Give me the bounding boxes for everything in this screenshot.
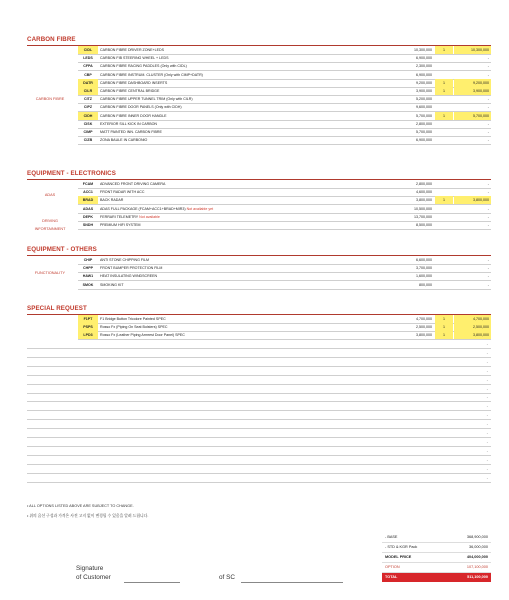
blank-row bbox=[27, 429, 491, 438]
option-total: - bbox=[487, 64, 489, 69]
blank-row bbox=[27, 358, 491, 367]
option-quantity[interactable]: 1 bbox=[435, 87, 453, 95]
summary-label: OPTION bbox=[385, 565, 400, 569]
option-description-text: ZONA BAULE IN CARBONIO bbox=[100, 138, 148, 143]
option-description bbox=[100, 221, 390, 229]
summary-value: 511,100,000 bbox=[467, 575, 488, 579]
option-description bbox=[100, 205, 390, 213]
option-description bbox=[100, 46, 390, 54]
option-quantity[interactable] bbox=[435, 256, 453, 264]
option-description-text: CARBON FIBRE DOOR PANELS (Only with CIDH) bbox=[100, 105, 182, 110]
option-price: 4,700,000 bbox=[416, 317, 432, 321]
availability-note: Not available bbox=[139, 214, 160, 219]
blank-row-dash: - bbox=[486, 431, 488, 435]
option-quantity[interactable]: 1 bbox=[435, 46, 453, 54]
option-description-text: CARBON FIBRE DRIVER ZONE+LEDS bbox=[100, 48, 165, 52]
option-total: - bbox=[487, 190, 489, 195]
blank-row-dash: - bbox=[486, 422, 488, 427]
availability-note: Not available yet bbox=[186, 206, 214, 211]
option-total: - bbox=[487, 206, 489, 211]
option-quantity[interactable] bbox=[435, 264, 453, 272]
section-title-special: SPECIAL REQUEST bbox=[27, 305, 87, 312]
summary-row bbox=[382, 563, 491, 573]
blank-row-dash: - bbox=[486, 386, 488, 391]
option-price: 8,500,000 bbox=[416, 223, 432, 227]
option-price: 3,900,000 bbox=[416, 89, 432, 93]
blank-row bbox=[27, 402, 491, 411]
option-quantity[interactable] bbox=[435, 213, 453, 221]
option-description-text: SMOKING KIT bbox=[100, 282, 124, 287]
blank-row-dash: - bbox=[486, 377, 488, 382]
group-label-carbon: CARBON FIBRE bbox=[35, 97, 65, 101]
blank-row-dash: - bbox=[486, 466, 488, 471]
option-row-sndh bbox=[78, 221, 491, 230]
option-quantity[interactable] bbox=[435, 71, 453, 79]
option-price: 2,500,000 bbox=[416, 325, 432, 330]
sc-signature-line[interactable] bbox=[241, 582, 343, 583]
option-code: CIMP bbox=[83, 130, 93, 134]
summary-value: 107,100,000 bbox=[466, 565, 488, 569]
option-price: 6,900,000 bbox=[416, 72, 432, 77]
option-total: - bbox=[487, 182, 489, 186]
option-total: - bbox=[487, 258, 489, 262]
option-description bbox=[100, 213, 390, 221]
option-code: DATR bbox=[78, 79, 98, 87]
option-price: 13,700,000 bbox=[414, 214, 432, 219]
option-code: CISK bbox=[83, 121, 93, 126]
group-label-infotainment: INFORTAINMENT bbox=[34, 227, 66, 231]
option-description-text: CARBON FIBRE RACING PADDLES (Only with CIDL) bbox=[100, 64, 187, 69]
blank-row bbox=[27, 438, 491, 447]
option-quantity[interactable]: 1 bbox=[435, 79, 453, 87]
blank-row bbox=[27, 465, 491, 474]
option-description bbox=[100, 87, 390, 95]
option-total: - bbox=[487, 97, 489, 102]
option-price: 3,700,000 bbox=[416, 266, 432, 271]
option-description-text: BACK RADAR bbox=[100, 198, 124, 203]
option-price: 2,800,000 bbox=[416, 182, 432, 186]
option-description bbox=[100, 112, 390, 120]
option-description-text: PREMIUM HIFI SYSTEM bbox=[100, 223, 141, 227]
option-description-text: Rosso Fx (Leather Piping Armrest Door Panel) SPEC bbox=[100, 333, 185, 338]
option-quantity[interactable] bbox=[435, 54, 453, 62]
signature-customer-label: of Customer bbox=[76, 574, 111, 581]
option-description-text: FERRARI TELEMETRY bbox=[100, 214, 139, 219]
option-description bbox=[100, 180, 390, 188]
option-code: CIZB bbox=[83, 138, 93, 143]
option-total: 9,200,000 bbox=[454, 79, 491, 87]
section-title-others: EQUIPMENT - OTHERS bbox=[27, 246, 97, 253]
option-code: CBP bbox=[84, 72, 92, 77]
option-price: 10,300,000 bbox=[414, 48, 432, 52]
option-code: F1PT bbox=[78, 315, 98, 323]
option-description-text: ADAS FULL PACKAGE (FCAM+ACC1+BRAD+MIR3) bbox=[100, 206, 186, 211]
blank-row bbox=[27, 367, 491, 376]
option-price: 6,900,000 bbox=[416, 138, 432, 143]
option-code: CITZ bbox=[84, 97, 92, 102]
option-total: - bbox=[487, 138, 489, 143]
option-price: 2,300,000 bbox=[416, 64, 432, 69]
option-description bbox=[100, 196, 390, 204]
option-price: 9,200,000 bbox=[416, 80, 432, 85]
option-description-text: ADVANCED FRONT DRIVING CAMERA bbox=[100, 182, 166, 186]
blank-row bbox=[27, 420, 491, 429]
blank-row-dash: - bbox=[486, 368, 488, 373]
option-total: - bbox=[487, 223, 489, 227]
summary-row bbox=[382, 573, 491, 582]
option-description bbox=[100, 95, 390, 103]
option-description-text: MATT PAINTED INN. CARBON FIBRE bbox=[100, 130, 162, 134]
summary-row bbox=[382, 543, 491, 553]
option-total: 5,700,000 bbox=[454, 112, 491, 120]
option-description-text: EXTERIOR SILL KICK IN CARBON bbox=[100, 121, 157, 126]
blank-row bbox=[27, 474, 491, 483]
option-code: SNDH bbox=[82, 223, 94, 227]
option-quantity[interactable] bbox=[435, 221, 453, 229]
summary-row bbox=[382, 553, 491, 563]
option-quantity[interactable]: 1 bbox=[435, 331, 453, 339]
option-description bbox=[100, 120, 390, 128]
option-quantity[interactable] bbox=[435, 272, 453, 280]
option-description bbox=[100, 281, 390, 289]
option-price: 6,900,000 bbox=[416, 56, 432, 61]
blank-row bbox=[27, 349, 491, 358]
option-code: LPD3 bbox=[78, 331, 98, 339]
option-description bbox=[100, 71, 390, 79]
option-quantity[interactable] bbox=[435, 95, 453, 103]
option-description-text: F1 Bridge Button Tricolore Painted SPEC bbox=[100, 317, 166, 321]
option-code: ACC1 bbox=[83, 190, 93, 195]
blank-row bbox=[27, 376, 491, 385]
summary-label: TOTAL bbox=[385, 575, 398, 579]
option-total: - bbox=[487, 274, 489, 279]
option-price: 6,600,000 bbox=[416, 258, 432, 262]
summary-label: - STD & KGR Pack bbox=[385, 545, 418, 549]
option-quantity[interactable] bbox=[435, 136, 453, 144]
option-description bbox=[100, 272, 390, 280]
option-quantity[interactable]: 1 bbox=[435, 315, 453, 323]
option-description-text: Rosso Fx (Piping On Seat Bolsters) SPEC bbox=[100, 325, 168, 330]
note-korean: • 위의 옵션 구성과 가격은 사전 고지 없이 변경될 수 있음을 알려 드립니다. bbox=[27, 514, 149, 518]
option-code: PSPS bbox=[78, 323, 98, 331]
option-price: 9,600,000 bbox=[416, 105, 432, 110]
summary-value: 404,000,000 bbox=[466, 555, 488, 559]
option-total: 10,300,000 bbox=[454, 46, 491, 54]
option-quantity[interactable]: 1 bbox=[435, 323, 453, 331]
option-price: 3,800,000 bbox=[416, 333, 432, 338]
option-code: FCAM bbox=[82, 182, 94, 186]
option-code: DEPK bbox=[83, 214, 93, 219]
option-quantity[interactable] bbox=[435, 62, 453, 70]
option-price: 3,800,000 bbox=[416, 198, 432, 203]
blank-row-dash: - bbox=[486, 359, 488, 364]
blank-row bbox=[27, 456, 491, 465]
section-title-carbon: CARBON FIBRE bbox=[27, 36, 76, 43]
option-description-text: CARBON FIBRE INSTRUM. CLUSTER (Only with CIMP+DATR) bbox=[100, 72, 203, 77]
option-quantity[interactable] bbox=[435, 103, 453, 111]
blank-row bbox=[27, 393, 491, 402]
option-description bbox=[100, 323, 390, 331]
option-quantity[interactable] bbox=[435, 188, 453, 196]
option-code: CIPZ bbox=[83, 105, 93, 110]
option-total: - bbox=[487, 214, 489, 219]
option-code: BRAD bbox=[78, 196, 98, 204]
option-quantity[interactable] bbox=[435, 180, 453, 188]
option-description bbox=[100, 136, 390, 144]
option-row-cizb bbox=[78, 136, 491, 145]
option-total: - bbox=[487, 121, 489, 126]
option-total: - bbox=[487, 130, 489, 134]
option-quantity[interactable]: 1 bbox=[435, 196, 453, 204]
option-total: 3,900,000 bbox=[454, 87, 491, 95]
option-price: 2,800,000 bbox=[416, 121, 432, 126]
option-quantity[interactable] bbox=[435, 128, 453, 136]
option-description bbox=[100, 103, 390, 111]
summary-value: 36,000,000 bbox=[468, 545, 488, 549]
option-total: 3,800,000 bbox=[454, 331, 491, 339]
blank-row-dash: - bbox=[486, 395, 488, 400]
group-label-driving: DRIVING bbox=[42, 219, 58, 223]
option-price: 5,200,000 bbox=[416, 97, 432, 102]
blank-row bbox=[27, 340, 491, 349]
option-code: CHPP bbox=[83, 266, 93, 271]
option-quantity[interactable] bbox=[435, 205, 453, 213]
blank-row bbox=[27, 385, 491, 394]
option-code: ADAS bbox=[82, 206, 94, 211]
option-description-text: CARBON FIBRE DASHBOARD INSERTS bbox=[100, 80, 168, 85]
option-description-text: FRONT BUMPER PROTECTION FILM bbox=[100, 266, 163, 271]
summary-row bbox=[382, 533, 491, 543]
blank-row-dash: - bbox=[486, 404, 488, 409]
summary-label: - BASE bbox=[385, 535, 398, 539]
blank-row-dash: - bbox=[486, 439, 488, 444]
option-total: 3,800,000 bbox=[454, 196, 491, 204]
option-description-text: ANTI STONE CHIPPING FILM bbox=[100, 258, 150, 262]
option-description bbox=[100, 54, 390, 62]
option-price: 800,000 bbox=[419, 282, 432, 287]
option-description bbox=[100, 128, 390, 136]
option-description-text: CARBON FIB STEERING WHEEL + LEDS bbox=[100, 56, 169, 61]
option-total: - bbox=[487, 282, 489, 287]
blank-row-dash: - bbox=[486, 448, 488, 453]
option-code: CFPA bbox=[83, 64, 93, 69]
option-total: 4,700,000 bbox=[454, 315, 491, 323]
option-description-text: FRONT RADAR WITH ACC bbox=[100, 190, 145, 195]
option-code: CHIP bbox=[83, 258, 93, 262]
option-total: - bbox=[487, 266, 489, 271]
group-label-adas: ADAS bbox=[44, 193, 56, 197]
option-description bbox=[100, 315, 390, 323]
section-title-electronics: EQUIPMENT - ELECTRONICS bbox=[27, 170, 116, 177]
option-description bbox=[100, 331, 390, 339]
option-description bbox=[100, 264, 390, 272]
option-total: - bbox=[487, 105, 489, 110]
option-total: - bbox=[487, 72, 489, 77]
option-description bbox=[100, 79, 390, 87]
option-code: CIDL bbox=[78, 46, 98, 54]
option-price: 10,500,000 bbox=[414, 206, 432, 211]
option-code: CILR bbox=[78, 87, 98, 95]
option-price: 1,600,000 bbox=[416, 274, 432, 279]
option-description-text: HEAT INSULATING WINDSCREEN bbox=[100, 274, 158, 279]
option-code: CIDH bbox=[78, 112, 98, 120]
blank-row bbox=[27, 447, 491, 456]
option-quantity[interactable] bbox=[435, 120, 453, 128]
option-total: 2,500,000 bbox=[454, 323, 491, 331]
option-code: HAW1 bbox=[82, 274, 94, 279]
option-description-text: CARBON FIBRE UPPER TUNNEL TRIM (Only with CILR) bbox=[100, 97, 193, 102]
option-quantity[interactable] bbox=[435, 281, 453, 289]
summary-value: 368,900,000 bbox=[466, 535, 488, 539]
blank-row-dash: - bbox=[486, 475, 488, 480]
option-description-text: CARBON FIBRE CENTRAL BRIDGE bbox=[100, 89, 160, 93]
option-row-smok bbox=[78, 281, 491, 290]
note-english: • ALL OPTIONS LISTED ABOVE ARE SUBJECT TO CHANGE. bbox=[27, 504, 134, 508]
blank-row-dash: - bbox=[486, 413, 488, 418]
option-code: LEDS bbox=[83, 56, 93, 61]
option-price: 5,700,000 bbox=[416, 130, 432, 134]
option-description-text: CARBON FIBRE INNER DOOR HANDLE bbox=[100, 113, 167, 118]
option-quantity[interactable]: 1 bbox=[435, 112, 453, 120]
blank-row-dash: - bbox=[486, 457, 488, 462]
group-label-functionality: FUNCTIONALITY bbox=[34, 271, 66, 275]
option-price: 5,700,000 bbox=[416, 113, 432, 118]
customer-signature-line[interactable] bbox=[124, 582, 180, 583]
option-code: SMOK bbox=[82, 282, 94, 287]
option-total: - bbox=[487, 56, 489, 61]
blank-row-dash: - bbox=[486, 342, 488, 346]
option-description bbox=[100, 62, 390, 70]
blank-row bbox=[27, 411, 491, 420]
summary-label: MODEL PRICE bbox=[385, 555, 412, 559]
option-description bbox=[100, 256, 390, 264]
signature-sc-label: of SC bbox=[219, 574, 235, 581]
signature-label: Signature bbox=[76, 565, 104, 572]
option-description bbox=[100, 188, 390, 196]
blank-row-dash: - bbox=[486, 350, 488, 355]
option-price: 4,600,000 bbox=[416, 190, 432, 195]
